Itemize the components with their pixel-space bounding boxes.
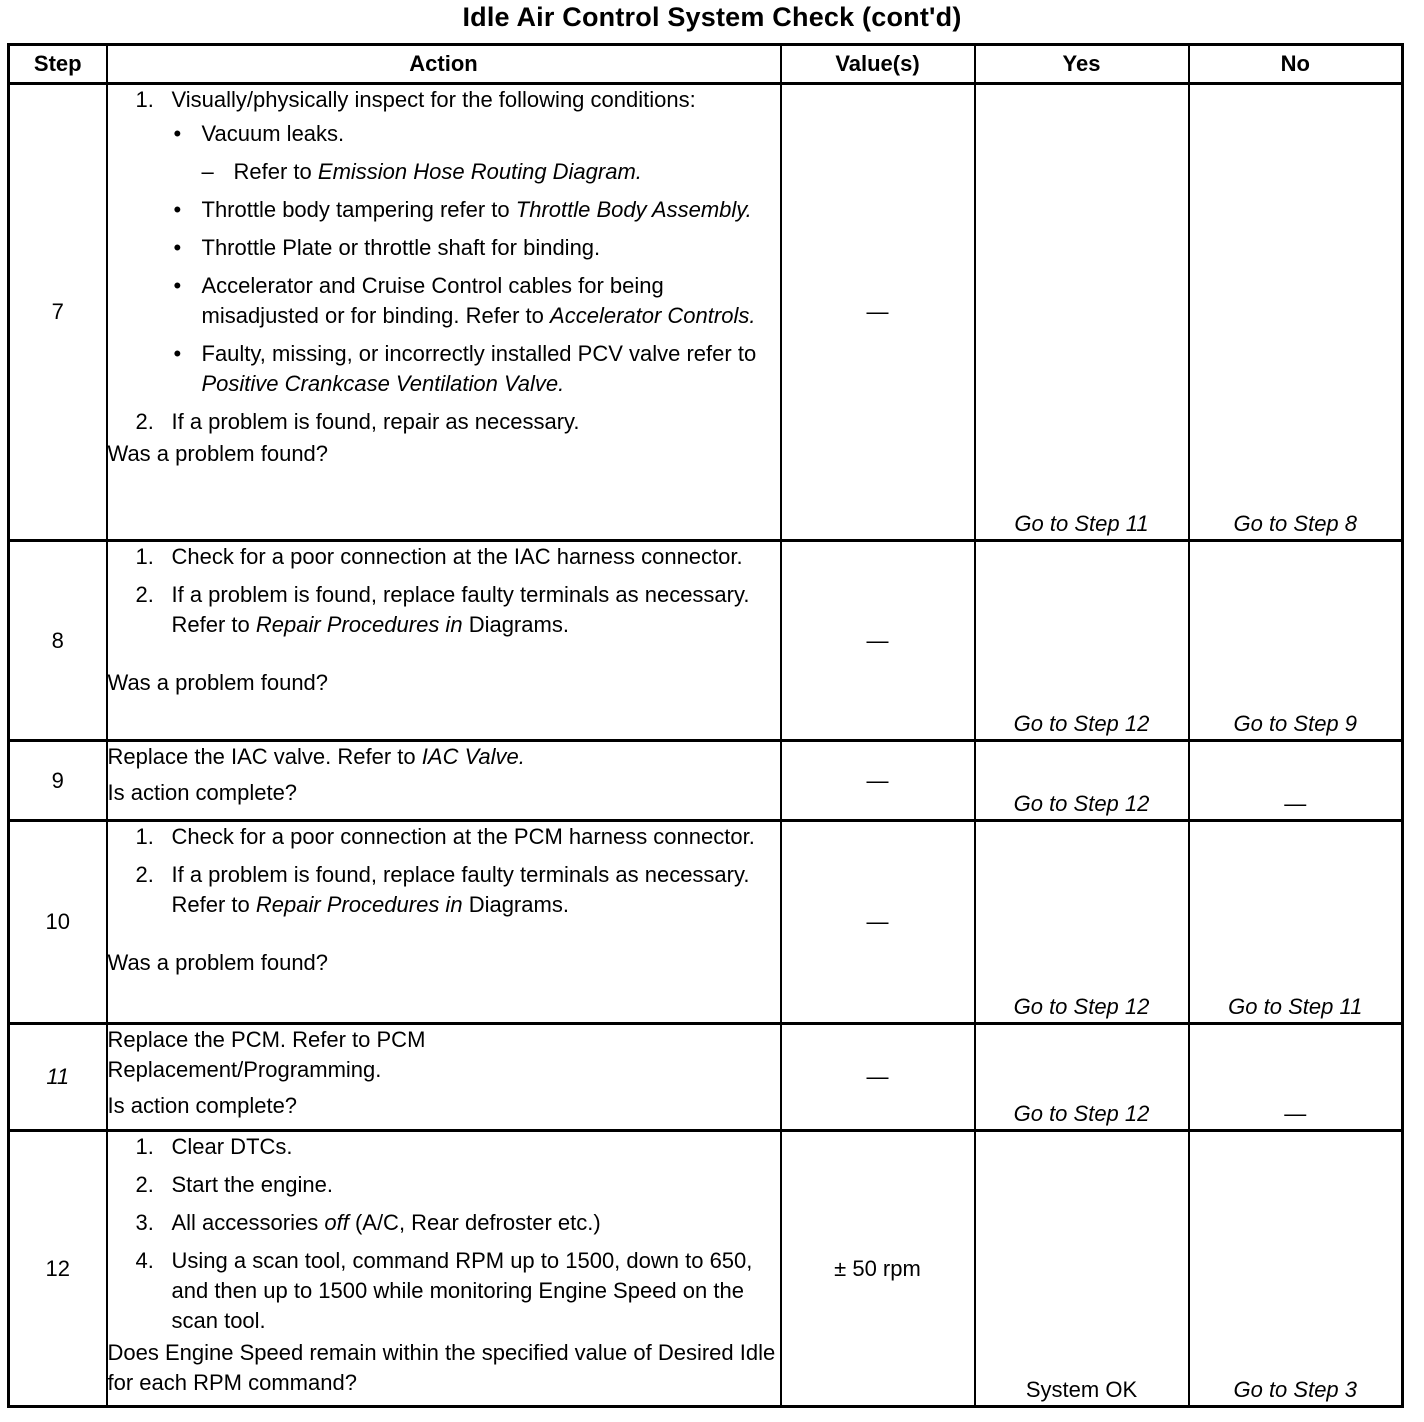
value-cell: — [781, 741, 975, 821]
step-number: 7 [9, 84, 107, 541]
bullet-icon: • [173, 273, 182, 298]
step-text: Check for a poor connection at the IAC harness connector. [171, 544, 743, 569]
yes-result: Go to Step 12 [975, 741, 1189, 821]
bullet-icon: • [173, 235, 182, 260]
reference-link: Accelerator Controls. [550, 303, 756, 328]
step-index: 1. [135, 1134, 154, 1159]
step-index: 2. [135, 582, 154, 607]
list-item: • Throttle body tampering refer to Throttle Body Assembly. [172, 195, 780, 225]
step-text: Using a scan tool, command RPM up to 1500, down to 650, and then up to 1500 while monitoring Engine Speed on the scan tool. [171, 1248, 753, 1333]
question-text: Is action complete? [107, 1093, 298, 1118]
step-number: 12 [9, 1131, 107, 1407]
condition-list [172, 119, 780, 399]
action-cell [107, 1024, 781, 1131]
value-cell: — [781, 84, 975, 541]
reference-link: Repair Procedures in [255, 892, 463, 917]
table-row [9, 741, 1403, 821]
reference-link: Positive Crankcase Ventilation Valve. [201, 371, 565, 396]
action-step: 2. If a problem is found, replace faulty terminals as necessary. Refer to Repair Procedures in Diagrams. [135, 862, 750, 917]
step-number: 11 [9, 1024, 107, 1131]
step-number: 8 [9, 541, 107, 741]
action-cell [107, 541, 781, 741]
no-result: Go to Step 3 [1189, 1131, 1403, 1407]
list-item: • Accelerator and Cruise Control cables for being misadjusted or for binding. Refer to Accelerator Controls. [173, 273, 756, 328]
step-index: 2. [135, 409, 154, 434]
step-text: Check for a poor connection at the PCM harness connector. [171, 824, 755, 849]
action-cell [107, 84, 781, 541]
header-no: No [1189, 45, 1403, 84]
question-text: Was a problem found? [107, 670, 329, 695]
step-index: 2. [135, 862, 154, 887]
step-text: Clear DTCs. [171, 1134, 293, 1159]
dash-icon: – [201, 159, 214, 184]
no-result: Go to Step 11 [1189, 821, 1403, 1024]
no-result: — [1189, 1024, 1403, 1131]
step-text: If a problem is found, repair as necessary. [171, 409, 580, 434]
action-step: 3. All accessories off (A/C, Rear defroster etc.) [108, 1208, 780, 1238]
yes-result: Go to Step 11 [975, 84, 1189, 541]
bullet-icon: • [173, 121, 182, 146]
value-cell: — [781, 541, 975, 741]
step-index: 1. [135, 87, 154, 112]
step-number: 10 [9, 821, 107, 1024]
table-row [9, 821, 1403, 1024]
action-cell [107, 741, 781, 821]
table-row [9, 541, 1403, 741]
action-line: Replace the PCM. Refer to PCM Replacement/Programming. [107, 1027, 426, 1082]
value-cell: — [781, 1024, 975, 1131]
no-result: Go to Step 9 [1189, 541, 1403, 741]
step-number: 9 [9, 741, 107, 821]
table-row [9, 1024, 1403, 1131]
action-step [108, 407, 780, 437]
table-row [9, 84, 1403, 541]
value-cell: — [781, 821, 975, 1024]
reference-link: IAC Valve. [421, 744, 525, 769]
no-result: Go to Step 8 [1189, 84, 1403, 541]
action-step: 2. If a problem is found, replace faulty terminals as necessary. Refer to Repair Procedures in Diagrams. [135, 582, 750, 637]
list-item: • Vacuum leaks. – Refer to Emission Hose Routing Diagram. [172, 119, 780, 187]
header-step: Step [9, 45, 107, 84]
action-step [108, 822, 780, 852]
step-index: 4. [135, 1248, 154, 1273]
question-text: Was a problem found? [107, 950, 329, 975]
step-index: 3. [135, 1210, 154, 1235]
procedure-table [7, 43, 1404, 1408]
reference-link: Repair Procedures in [255, 612, 463, 637]
action-cell [107, 1131, 781, 1407]
action-step [108, 1170, 780, 1200]
step-index: 2. [135, 1172, 154, 1197]
action-step [108, 85, 780, 399]
reference-link: Throttle Body Assembly. [515, 197, 752, 222]
question-text: Does Engine Speed remain within the specified value of Desired Idle for each RPM command? [107, 1340, 776, 1395]
bullet-icon: • [173, 197, 182, 222]
yes-result: Go to Step 12 [975, 821, 1189, 1024]
step-index: 1. [135, 824, 154, 849]
step-index: 1. [135, 544, 154, 569]
reference-link: Emission Hose Routing Diagram. [317, 159, 642, 184]
action-steps [108, 542, 780, 640]
action-line: Replace the IAC valve. Refer to IAC Valve. [107, 744, 525, 769]
yes-result: System OK [975, 1131, 1189, 1407]
emphasis-text: off [324, 1210, 349, 1235]
action-steps [108, 85, 780, 437]
action-step [108, 1132, 780, 1162]
header-values: Value(s) [781, 45, 975, 84]
page-title: Idle Air Control System Check (cont'd) [462, 2, 962, 32]
action-steps [108, 1132, 780, 1336]
list-item: • Throttle Plate or throttle shaft for binding. [172, 233, 780, 263]
action-cell [107, 821, 781, 1024]
no-result: — [1189, 741, 1403, 821]
table-row [9, 1131, 1403, 1407]
step-text: Visually/physically inspect for the following conditions: [171, 87, 696, 112]
list-item: • Faulty, missing, or incorrectly installed PCV valve refer to Positive Crankcase Ventilation Valve. [173, 341, 757, 396]
sub-item: – Refer to Emission Hose Routing Diagram. [172, 157, 780, 187]
header-action: Action [107, 45, 781, 84]
question-text: Was a problem found? [107, 441, 329, 466]
yes-result: Go to Step 12 [975, 1024, 1189, 1131]
header-yes: Yes [975, 45, 1189, 84]
value-cell: ± 50 rpm [781, 1131, 975, 1407]
action-step [108, 1246, 780, 1336]
bullet-icon: • [173, 341, 182, 366]
question-text: Is action complete? [107, 780, 298, 805]
action-step [108, 542, 780, 572]
header-row [9, 45, 1403, 84]
yes-result: Go to Step 12 [975, 541, 1189, 741]
action-steps [108, 822, 780, 920]
step-text: Start the engine. [171, 1172, 333, 1197]
